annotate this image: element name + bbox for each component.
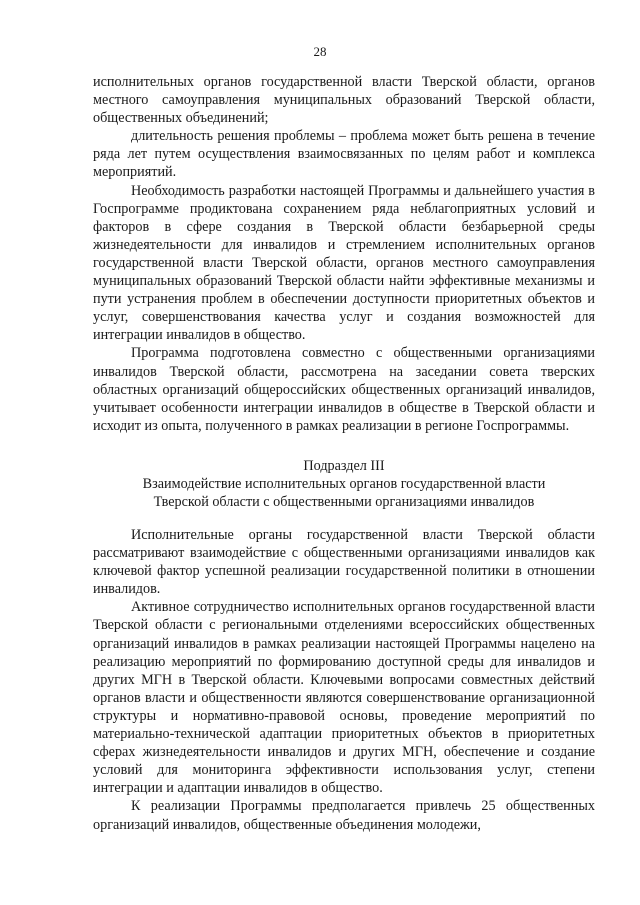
paragraph: Программа подготовлена совместно с общественными организациями инвалидов Тверской области, рассмотрена на заседании совета тверских областных организаций общероссийских общественных организаций инвалидов, учитывает особенности интеграции инвалидов в обществе в Тверской области и исходит из опыта, полученного в рамках реализации в регионе Госпрограммы. — [93, 345, 595, 434]
paragraph: Активное сотрудничество исполнительных органов государственной власти Тверской области с региональными отделениями всероссийских общественных организаций инвалидов в рамках реализации настоящей Программы нацелено на реализацию мероприятий по формированию доступной среды для инвалидов и других МГН в Тверской области. Ключевыми вопросами совместных действий органов власти и общественности являются совершенствование организационной структуры и нормативно-правовой основы, проведение мероприятий по материально-технической адаптации приоритетных объектов в приоритетных сферах жизнедеятельности инвалидов и других МГН, обеспечение и создание условий для мониторинга эффективности использования услуг, степени интеграции и адаптации инвалидов в общество. — [93, 599, 595, 797]
section-heading — [93, 457, 595, 511]
paragraph: Исполнительные органы государственной власти Тверской области рассматривают взаимодействие с общественными организациями инвалидов как ключевой фактор успешной реализации государственной политики в отношении инвалидов. — [93, 527, 595, 598]
paragraph: К реализации Программы предполагается привлечь 25 общественных организаций инвалидов, общественные объединения молодежи, — [93, 798, 595, 833]
section-title-line-2: Тверской области с общественными организациями инвалидов — [153, 494, 535, 511]
section-label: Подраздел III — [303, 458, 385, 474]
bottom-text-block — [93, 526, 595, 834]
paragraph: Необходимость разработки настоящей Программы и дальнейшего участия в Госпрограмме продиктована сохранением ряда неблагоприятных условий и факторов в сфере создания в Тверской области безбарьерной среды жизнедеятельности для инвалидов и стремлением исполнительных органов государственной власти Тверской области, органов местного самоуправления муниципальных образований Тверской области найти эффективные механизмы и пути устранения проблем в обеспечении доступности приоритетных объектов и услуг, совершенствования качества услуг и создания возможностей для интеграции инвалидов в общество. — [93, 182, 595, 344]
section-title-line-1: Взаимодействие исполнительных органов государственной власти — [142, 476, 546, 493]
top-text-block — [93, 73, 595, 435]
paragraph-continuation: исполнительных органов государственной власти Тверской области, органов местного самоуправления муниципальных образований Тверской области, общественных объединений; — [93, 74, 595, 127]
page-number: 28 — [313, 44, 327, 59]
paragraph: длительность решения проблемы – проблема может быть решена в течение ряда лет путем осуществления взаимосвязанных по целям работ и комплекса мероприятий. — [93, 128, 595, 181]
